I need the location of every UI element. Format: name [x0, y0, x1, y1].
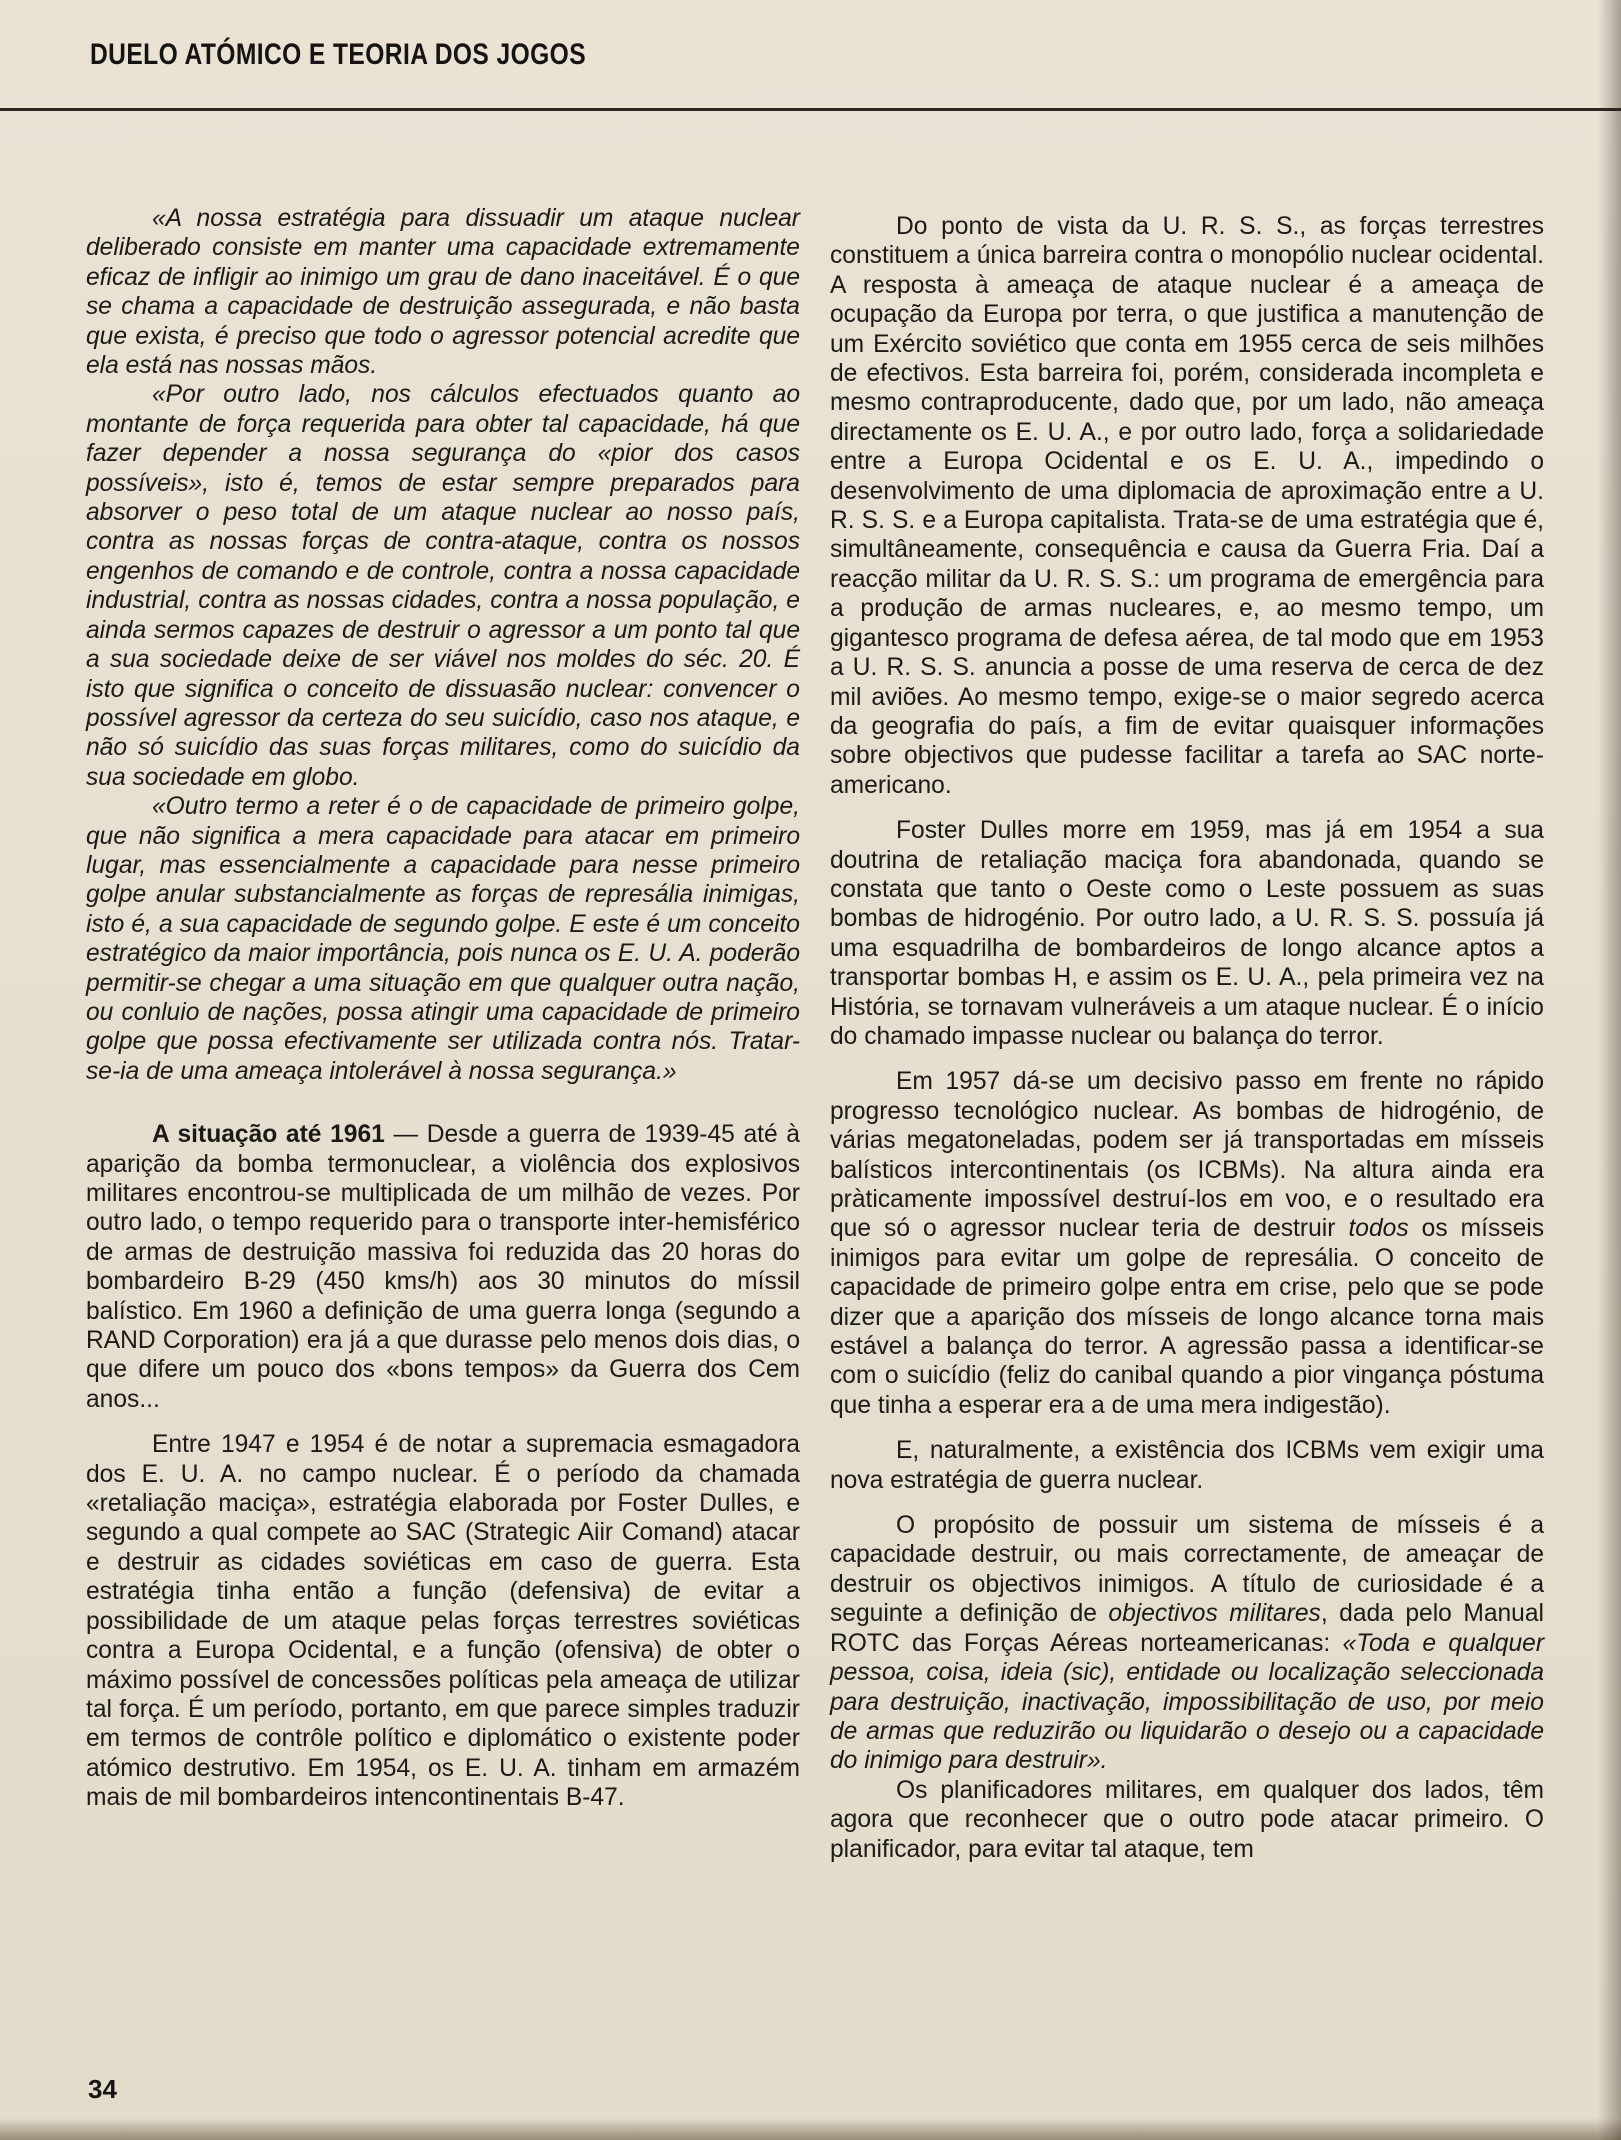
- right-paragraph-5-emphasis-1: objectivos militares: [1108, 1600, 1321, 1628]
- right-paragraph-3-b: os mísseis inimigos para evitar um golpe de represália. O conceito de capacidade de primeiro golpe entra em crise, pelo que se pode dizer que a aparição dos mísseis de longo alcance torna mais estável a balança do terror. A agressão passa a identificar-se com o suicídio (feliz do canibal quando a pior vingança póstuma que tinha a esperar era a de uma mera indigestão).: [830, 1215, 1545, 1419]
- section-heading: A situação até 1961: [152, 1121, 385, 1149]
- quote-paragraph-2: «Por outro lado, nos cálculos efectuados quanto ao montante de força requerida para obter tal capacidade, há que fazer depender a nossa segurança do «pior dos casos possíveis», isto é, temos de estar sempre preparados para absorver o peso total de um ataque nuclear ao nosso país, contra as nossas forças de contra-ataque, contra os nossos engenhos de comando e de controle, contra a nossa capacidade industrial, contra as nossas cidades, contra a nossa população, e ainda sermos capazes de destruir o agressor a um ponto tal que a sua sociedade deixe de ser viável nos moldes do séc. 20. É isto que significa o conceito de dissuasão nuclear: convencer o possível agressor da certeza do seu suicídio, caso nos ataque, e não só suicídio das suas forças militares, como do suicídio da sua sociedade em globo.: [86, 381, 800, 791]
- right-column: [830, 212, 1544, 1864]
- right-paragraph-2: Foster Dulles morre em 1959, mas já em 1954 a sua doutrina de retaliação maciça fora abandonada, quando se constata que tanto o Oeste como o Leste possuem as suas bombas de hidrogénio. Por outro lado, a U. R. S. S. possuía já uma esquadrilha de bombardeiros de longo alcance aptos a transportar bombas H, e assim os E. U. A., pela primeira vez na História, se tornavam vulneráveis a um ataque nuclear. É o início do chamado impasse nuclear ou balança do terror.: [830, 817, 1544, 1050]
- section-paragraph-2: Entre 1947 e 1954 é de notar a supremacia esmagadora dos E. U. A. no campo nuclear. É o período da chamada «retaliação maciça», estratégia elaborada por Foster Dulles, e segundo a qual compete ao SAC (Strategic Aiir Comand) atacar e destruir as cidades soviéticas em caso de guerra. Esta estratégia tinha então a função (defensiva) de evitar a possibilidade de um ataque pelas forças terrestres soviéticas contra a Europa Ocidental, e a função (ofensiva) de obter o máximo possível de concessões políticas pela ameaça de utilizar tal força. É um período, portanto, em que parece simples traduzir em termos de contrôle político e diplomático o existente poder atómico destrutivo. Em 1954, os E. U. A. tinham em armazém mais de mil bombardeiros intencontinentais B-47.: [86, 1431, 800, 1812]
- header-rule: [0, 108, 1621, 111]
- right-paragraph-5-a: O propósito de possuir um sistema de mísseis é a capacidade destruir, ou mais correctamente, de ameaçar de destruir os objectivos inimigos. A título de curiosidade é a seguinte a definição de: [830, 1512, 1544, 1628]
- right-paragraph-5-emphasis-2: «Toda e qualquer pessoa, coisa, ideia (sic), entidade ou localização seleccionada para destruição, inactivação, impossibilitação de uso, por meio de armas que reduzirão ou liquidarão o desejo ou a capacidade do inimigo para destruir».: [830, 1629, 1545, 1775]
- right-paragraph-6: Os planificadores militares, em qualquer dos lados, têm agora que reconhecer que o outro pode atacar primeiro. O planificador, para evitar tal ataque, tem: [830, 1776, 1544, 1863]
- right-paragraph-3-emphasis: todos: [1348, 1215, 1409, 1243]
- section-paragraph-1: [86, 1120, 800, 1414]
- quote-paragraph-3: «Outro termo a reter é o de capacidade de primeiro golpe, que não significa a mera capacidade para atacar em primeiro lugar, mas essencialmente a capacidade para nesse primeiro golpe anular substancialmente as forças de represália inimigas, isto é, a sua capacidade de segundo golpe. E este é um conceito estratégico da maior importância, pois nunca os E. U. A. poderão permitir-se chegar a uma situação em que qualquer outra nação, ou conluio de nações, possa atingir uma capacidade de primeiro golpe que possa efectivamente ser utilizada contra nós. Tratar-se-ia de uma ameaça intolerável à nossa segurança.»: [86, 793, 800, 1085]
- right-paragraph-5: [830, 1511, 1544, 1776]
- running-title: DUELO ATÓMICO E TEORIA DOS JOGOS: [90, 38, 587, 71]
- quote-paragraph-1: «A nossa estratégia para dissuadir um ataque nuclear deliberado consiste em manter uma capacidade extremamente eficaz de infligir ao inimigo um grau de dano inaceitável. É o que se chama a capacidade de destruição assegurada, e não basta que exista, é preciso que todo o agressor potencial acredite que ela está nas nossas mãos.: [86, 205, 800, 380]
- right-paragraph-3: [830, 1067, 1544, 1420]
- left-column: [86, 204, 800, 1813]
- page-number: 34: [88, 2074, 117, 2104]
- right-paragraph-1: Do ponto de vista da U. R. S. S., as forças terrestres constituem a única barreira contra o monopólio nuclear ocidental. A resposta à ameaça de ataque nuclear é a ameaça de ocupação da Europa por terra, o que justifica a manutenção de um Exército soviético que conta em 1955 cerca de seis milhões de efectivos. Esta barreira foi, porém, considerada incompleta e mesmo contraproducente, dado que, por um lado, não ameaça directamente os E. U. A., e por outro lado, força a solidariedade entre a Europa Ocidental e os E. U. A., impedindo o desenvolvimento de uma diplomacia de aproximação entre a U. R. S. S. e a Europa capitalista. Trata-se de uma estratégia que é, simultâneamente, consequência e causa da Guerra Fria. Daí a reacção militar da U. R. S. S.: um programa de emergência para a produção de armas nucleares, e, ao mesmo tempo, um gigantesco programa de defesa aérea, de tal modo que em 1953 a U. R. S. S. anuncia a posse de uma reserva de cerca de dez mil aviões. Ao mesmo tempo, exige-se o maior segredo acerca da geografia do país, a fim de evitar quaisquer informações sobre objectivos que pudesse facilitar a tarefa ao SAC norte-americano.: [830, 213, 1544, 799]
- right-paragraph-4: E, naturalmente, a existência dos ICBMs vem exigir uma nova estratégia de guerra nuclear.: [830, 1437, 1544, 1494]
- page-edge-shadow: [1598, 0, 1621, 2140]
- page-bottom-shadow: [0, 2118, 1621, 2140]
- right-paragraph-3-a: Em 1957 dá-se um decisivo passo em frente no rápido progresso tecnológico nuclear. As bombas de hidrogénio, de várias megatoneladas, podem ser já transportadas em mísseis balísticos intercontinentais (os ICBMs). Na altura ainda era pràticamente impossível destruí-los em voo, e o resultado era que só o agressor nuclear teria de destruir: [830, 1068, 1544, 1243]
- section-paragraph-1-text: — Desde a guerra de 1939-45 até à aparição da bomba termonuclear, a violência dos explosivos militares encontrou-se multiplicada de um milhão de vezes. Por outro lado, o tempo requerido para o transporte inter-hemisférico de armas de destruição massiva foi reduzida das 20 horas do bombardeiro B-29 (450 kms/h) aos 30 minutos do míssil balístico. Em 1960 a definição de uma guerra longa (segundo a RAND Corporation) era já a que durasse pelo menos dois dias, o que difere um pouco dos «bons tempos» da Guerra dos Cem anos...: [86, 1121, 800, 1413]
- right-paragraph-5-b: , dada pelo Manual ROTC das Forças Aéreas norteamericanas:: [830, 1600, 1544, 1657]
